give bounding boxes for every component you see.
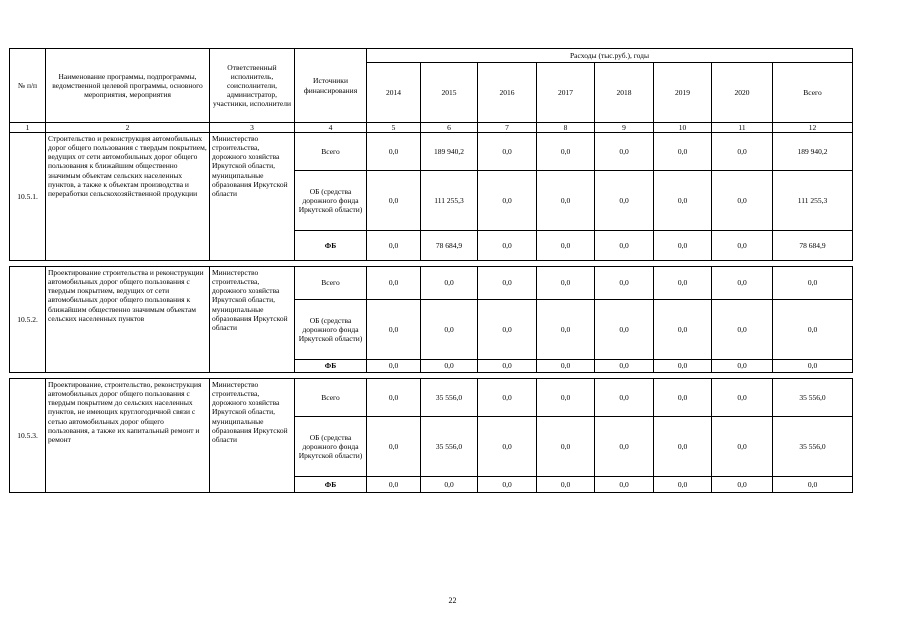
year-value: 0,0 — [712, 360, 773, 373]
year-value: 0,0 — [478, 133, 537, 171]
year-value: 0,0 — [537, 379, 595, 417]
total-value: 111 255,3 — [773, 171, 853, 231]
year-value: 0,0 — [712, 417, 773, 477]
header-year: 2016 — [478, 63, 537, 123]
year-value: 0,0 — [712, 133, 773, 171]
year-value: 0,0 — [421, 267, 478, 300]
year-value: 78 684,9 — [421, 231, 478, 261]
year-value: 0,0 — [654, 417, 712, 477]
header-year: 2017 — [537, 63, 595, 123]
year-value: 0,0 — [537, 133, 595, 171]
year-value: 0,0 — [367, 300, 421, 360]
funding-source: ОБ (средства дорожного фонда Иркутской области) — [295, 300, 367, 360]
funding-source: ФБ — [295, 231, 367, 261]
year-value: 0,0 — [654, 133, 712, 171]
column-index: 1 — [10, 123, 46, 133]
responsible-executor: Министерство строительства, дорожного хозяйства Иркутской области, муниципальные образования Иркутской области — [210, 379, 295, 493]
total-value: 0,0 — [773, 360, 853, 373]
year-value: 0,0 — [654, 379, 712, 417]
year-value: 0,0 — [367, 379, 421, 417]
year-value: 35 556,0 — [421, 379, 478, 417]
year-value: 0,0 — [537, 267, 595, 300]
year-value: 0,0 — [367, 417, 421, 477]
activity-name: Строительство и реконструкция автомобильных дорог общего пользования с твердым покрытием, ведущих от сети автомобильных дорог общего пользования к ближайшим общественно значимым объектам сельских населенных пунктов, а также к объектам производства и переработки сельскохозяйственной продукции — [46, 133, 210, 261]
year-value: 0,0 — [654, 300, 712, 360]
header-expenses: Расходы (тыс.руб.), годы — [367, 49, 853, 63]
header-year: 2020 — [712, 63, 773, 123]
column-index: 7 — [478, 123, 537, 133]
year-value: 0,0 — [367, 360, 421, 373]
responsible-executor: Министерство строительства, дорожного хозяйства Иркутской области, муниципальные образования Иркутской области — [210, 133, 295, 261]
year-value: 0,0 — [478, 171, 537, 231]
header-year: 2019 — [654, 63, 712, 123]
year-value: 0,0 — [654, 171, 712, 231]
page-number: 22 — [448, 596, 457, 605]
funding-source: ФБ — [295, 477, 367, 493]
responsible-executor: Министерство строительства, дорожного хозяйства Иркутской области, муниципальные образования Иркутской области — [210, 267, 295, 373]
total-value: 0,0 — [773, 300, 853, 360]
header-name: Наименование программы, подпрограммы, ведомственной целевой программы, основного мероприятия, мероприятия — [46, 49, 210, 123]
total-value: 35 556,0 — [773, 379, 853, 417]
year-value: 0,0 — [712, 231, 773, 261]
header-source: Источники финансирования — [295, 49, 367, 123]
column-index: 6 — [421, 123, 478, 133]
year-value: 0,0 — [712, 300, 773, 360]
year-value: 0,0 — [537, 300, 595, 360]
year-value: 0,0 — [654, 267, 712, 300]
funding-source: ОБ (средства дорожного фонда Иркутской области) — [295, 171, 367, 231]
year-value: 0,0 — [654, 360, 712, 373]
funding-source: ОБ (средства дорожного фонда Иркутской области) — [295, 417, 367, 477]
year-value: 0,0 — [654, 477, 712, 493]
year-value: 0,0 — [595, 360, 654, 373]
year-value: 0,0 — [712, 267, 773, 300]
activity-number: 10.5.2. — [10, 267, 46, 373]
header-total: Всего — [773, 63, 853, 123]
header-num: № п/п — [10, 49, 46, 123]
expenses-table — [9, 48, 853, 493]
year-value: 0,0 — [478, 417, 537, 477]
table-row — [10, 133, 853, 171]
activity-number: 10.5.3. — [10, 379, 46, 493]
total-value: 0,0 — [773, 477, 853, 493]
year-value: 0,0 — [367, 477, 421, 493]
column-index: 2 — [46, 123, 210, 133]
year-value: 0,0 — [537, 417, 595, 477]
year-value: 0,0 — [421, 477, 478, 493]
year-value: 0,0 — [595, 379, 654, 417]
activity-name: Проектирование строительства и реконструкции автомобильных дорог общего пользования с твердым покрытием, ведущих от сети автомобильных дорог общего пользования к ближайшим общественно значимым объектам сельских населенных пунктов — [46, 267, 210, 373]
year-value: 0,0 — [421, 300, 478, 360]
total-value: 35 556,0 — [773, 417, 853, 477]
year-value: 0,0 — [478, 300, 537, 360]
column-index: 12 — [773, 123, 853, 133]
year-value: 0,0 — [712, 379, 773, 417]
year-value: 0,0 — [537, 231, 595, 261]
year-value: 0,0 — [595, 171, 654, 231]
year-value: 0,0 — [537, 477, 595, 493]
year-value: 0,0 — [478, 267, 537, 300]
header-year: 2014 — [367, 63, 421, 123]
year-value: 0,0 — [478, 231, 537, 261]
table-row — [10, 379, 853, 417]
year-value: 0,0 — [478, 477, 537, 493]
year-value: 0,0 — [595, 300, 654, 360]
column-index: 11 — [712, 123, 773, 133]
year-value: 0,0 — [421, 360, 478, 373]
year-value: 0,0 — [367, 267, 421, 300]
year-value: 0,0 — [654, 231, 712, 261]
column-index: 5 — [367, 123, 421, 133]
year-value: 0,0 — [478, 360, 537, 373]
column-index: 3 — [210, 123, 295, 133]
year-value: 0,0 — [367, 231, 421, 261]
year-value: 111 255,3 — [421, 171, 478, 231]
year-value: 0,0 — [595, 267, 654, 300]
year-value: 0,0 — [595, 417, 654, 477]
year-value: 0,0 — [367, 171, 421, 231]
year-value: 0,0 — [367, 133, 421, 171]
total-value: 189 940,2 — [773, 133, 853, 171]
table-row — [10, 267, 853, 300]
column-index: 4 — [295, 123, 367, 133]
funding-source: ФБ — [295, 360, 367, 373]
activity-number: 10.5.1. — [10, 133, 46, 261]
column-index: 8 — [537, 123, 595, 133]
year-value: 0,0 — [712, 477, 773, 493]
funding-source: Всего — [295, 379, 367, 417]
column-index: 10 — [654, 123, 712, 133]
year-value: 0,0 — [595, 477, 654, 493]
header-responsible: Ответственный исполнитель, соисполнители, администратор, участники, исполнители — [210, 49, 295, 123]
year-value: 0,0 — [595, 231, 654, 261]
funding-source: Всего — [295, 267, 367, 300]
total-value: 0,0 — [773, 267, 853, 300]
column-index: 9 — [595, 123, 654, 133]
year-value: 35 556,0 — [421, 417, 478, 477]
year-value: 0,0 — [537, 360, 595, 373]
column-index-row — [10, 123, 853, 133]
activity-name: Проектирование, строительство, реконструкция автомобильных дорог общего пользования с твердым покрытием до сельских населенных пунктов, не имеющих круглогодичной связи с сетью автомобильных дорог общего пользования, а также их капитальный ремонт и ремонт — [46, 379, 210, 493]
year-value: 0,0 — [712, 171, 773, 231]
year-value: 0,0 — [478, 379, 537, 417]
funding-source: Всего — [295, 133, 367, 171]
year-value: 0,0 — [537, 171, 595, 231]
year-value: 0,0 — [595, 133, 654, 171]
header-year: 2018 — [595, 63, 654, 123]
header-year: 2015 — [421, 63, 478, 123]
total-value: 78 684,9 — [773, 231, 853, 261]
year-value: 189 940,2 — [421, 133, 478, 171]
